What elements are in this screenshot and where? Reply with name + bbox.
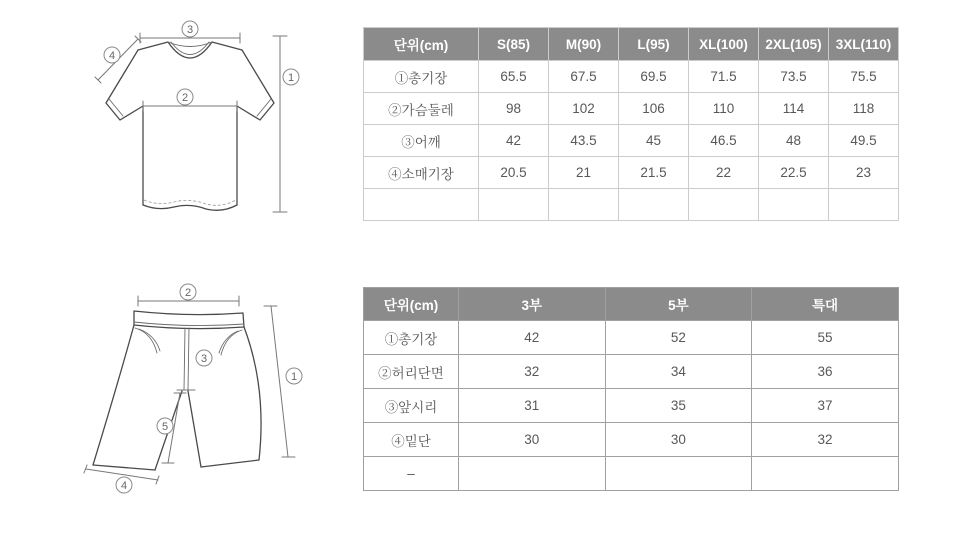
shorts-measurement-diagram: [58, 273, 318, 503]
value-cell: 118: [829, 93, 899, 125]
value-cell: [459, 457, 606, 491]
value-cell: 110: [689, 93, 759, 125]
shorts-marker-3: [196, 350, 212, 366]
shorts-marker-5: [157, 418, 173, 434]
value-cell: 102: [549, 93, 619, 125]
table-row-sleeve-length: [364, 157, 899, 189]
column-header-xl: XL(100): [689, 28, 759, 61]
table-row-dash: [364, 457, 899, 491]
value-cell: 20.5: [479, 157, 549, 189]
table-row-shoulder: [364, 125, 899, 157]
column-header-3xl: 3XL(110): [829, 28, 899, 61]
value-cell: 49.5: [829, 125, 899, 157]
row-label: ③앞시리: [364, 389, 459, 423]
value-cell: 22: [689, 157, 759, 189]
column-header-3bu: 3부: [459, 288, 606, 321]
svg-text:2: 2: [181, 92, 189, 104]
value-cell: 65.5: [479, 61, 549, 93]
value-cell: 30: [459, 423, 606, 457]
value-cell: 37: [752, 389, 899, 423]
value-cell: 42: [459, 321, 606, 355]
value-cell: [759, 189, 829, 221]
column-header-5bu: 5부: [605, 288, 752, 321]
value-cell: 98: [479, 93, 549, 125]
tshirt-table-header-row: [364, 28, 899, 61]
value-cell: 32: [752, 423, 899, 457]
svg-text:2: 2: [184, 287, 192, 299]
value-cell: [605, 457, 752, 491]
value-cell: 21.5: [619, 157, 689, 189]
shorts-table-header-row: [364, 288, 899, 321]
tshirt-outline: [106, 42, 274, 210]
value-cell: 23: [829, 157, 899, 189]
value-cell: 43.5: [549, 125, 619, 157]
svg-text:1: 1: [290, 371, 298, 383]
value-cell: 52: [605, 321, 752, 355]
column-header-l: L(95): [619, 28, 689, 61]
column-header-teukdae: 특대: [752, 288, 899, 321]
value-cell: 32: [459, 355, 606, 389]
value-cell: 55: [752, 321, 899, 355]
value-cell: 36: [752, 355, 899, 389]
row-label: ④소매기장: [364, 157, 479, 189]
svg-text:3: 3: [186, 24, 194, 36]
table-row-total-length: [364, 321, 899, 355]
value-cell: 31: [459, 389, 606, 423]
tshirt-marker-2: [177, 89, 193, 105]
row-label: [364, 189, 479, 221]
tshirt-measure-lines: [95, 33, 287, 212]
column-header-unit: 단위(cm): [364, 28, 479, 61]
svg-text:4: 4: [120, 480, 128, 492]
shorts-marker-4: [116, 477, 132, 493]
table-row-waist: [364, 355, 899, 389]
tshirt-measurement-diagram: [58, 8, 318, 228]
value-cell: [752, 457, 899, 491]
row-label: ①총기장: [364, 321, 459, 355]
column-header-unit: 단위(cm): [364, 288, 459, 321]
tshirt-marker-3: [182, 21, 198, 37]
value-cell: 48: [759, 125, 829, 157]
value-cell: 73.5: [759, 61, 829, 93]
row-label: ③어깨: [364, 125, 479, 157]
value-cell: 69.5: [619, 61, 689, 93]
value-cell: 114: [759, 93, 829, 125]
row-label: –: [364, 457, 459, 491]
value-cell: [619, 189, 689, 221]
column-header-2xl: 2XL(105): [759, 28, 829, 61]
value-cell: 35: [605, 389, 752, 423]
value-cell: [829, 189, 899, 221]
value-cell: 71.5: [689, 61, 759, 93]
table-row-total-length: [364, 61, 899, 93]
row-label: ④밑단: [364, 423, 459, 457]
value-cell: 42: [479, 125, 549, 157]
shorts-size-table: [363, 287, 899, 491]
row-label: ②허리단면: [364, 355, 459, 389]
value-cell: 21: [549, 157, 619, 189]
value-cell: 22.5: [759, 157, 829, 189]
value-cell: [549, 189, 619, 221]
tshirt-marker-4: [104, 47, 120, 63]
table-row-front-rise: [364, 389, 899, 423]
svg-text:5: 5: [161, 421, 169, 433]
value-cell: 30: [605, 423, 752, 457]
svg-text:3: 3: [200, 353, 208, 365]
value-cell: 46.5: [689, 125, 759, 157]
tshirt-marker-1: [283, 69, 299, 85]
column-header-s: S(85): [479, 28, 549, 61]
table-row-chest: [364, 93, 899, 125]
value-cell: 75.5: [829, 61, 899, 93]
value-cell: 45: [619, 125, 689, 157]
value-cell: [479, 189, 549, 221]
value-cell: [689, 189, 759, 221]
table-row-hem: [364, 423, 899, 457]
svg-text:4: 4: [108, 50, 116, 62]
value-cell: 67.5: [549, 61, 619, 93]
shorts-marker-1: [286, 368, 302, 384]
tshirt-size-table: [363, 27, 899, 221]
table-row-empty: [364, 189, 899, 221]
row-label: ②가슴둘레: [364, 93, 479, 125]
row-label: ①총기장: [364, 61, 479, 93]
shorts-marker-2: [180, 284, 196, 300]
svg-text:1: 1: [287, 72, 295, 84]
column-header-m: M(90): [549, 28, 619, 61]
value-cell: 106: [619, 93, 689, 125]
value-cell: 34: [605, 355, 752, 389]
